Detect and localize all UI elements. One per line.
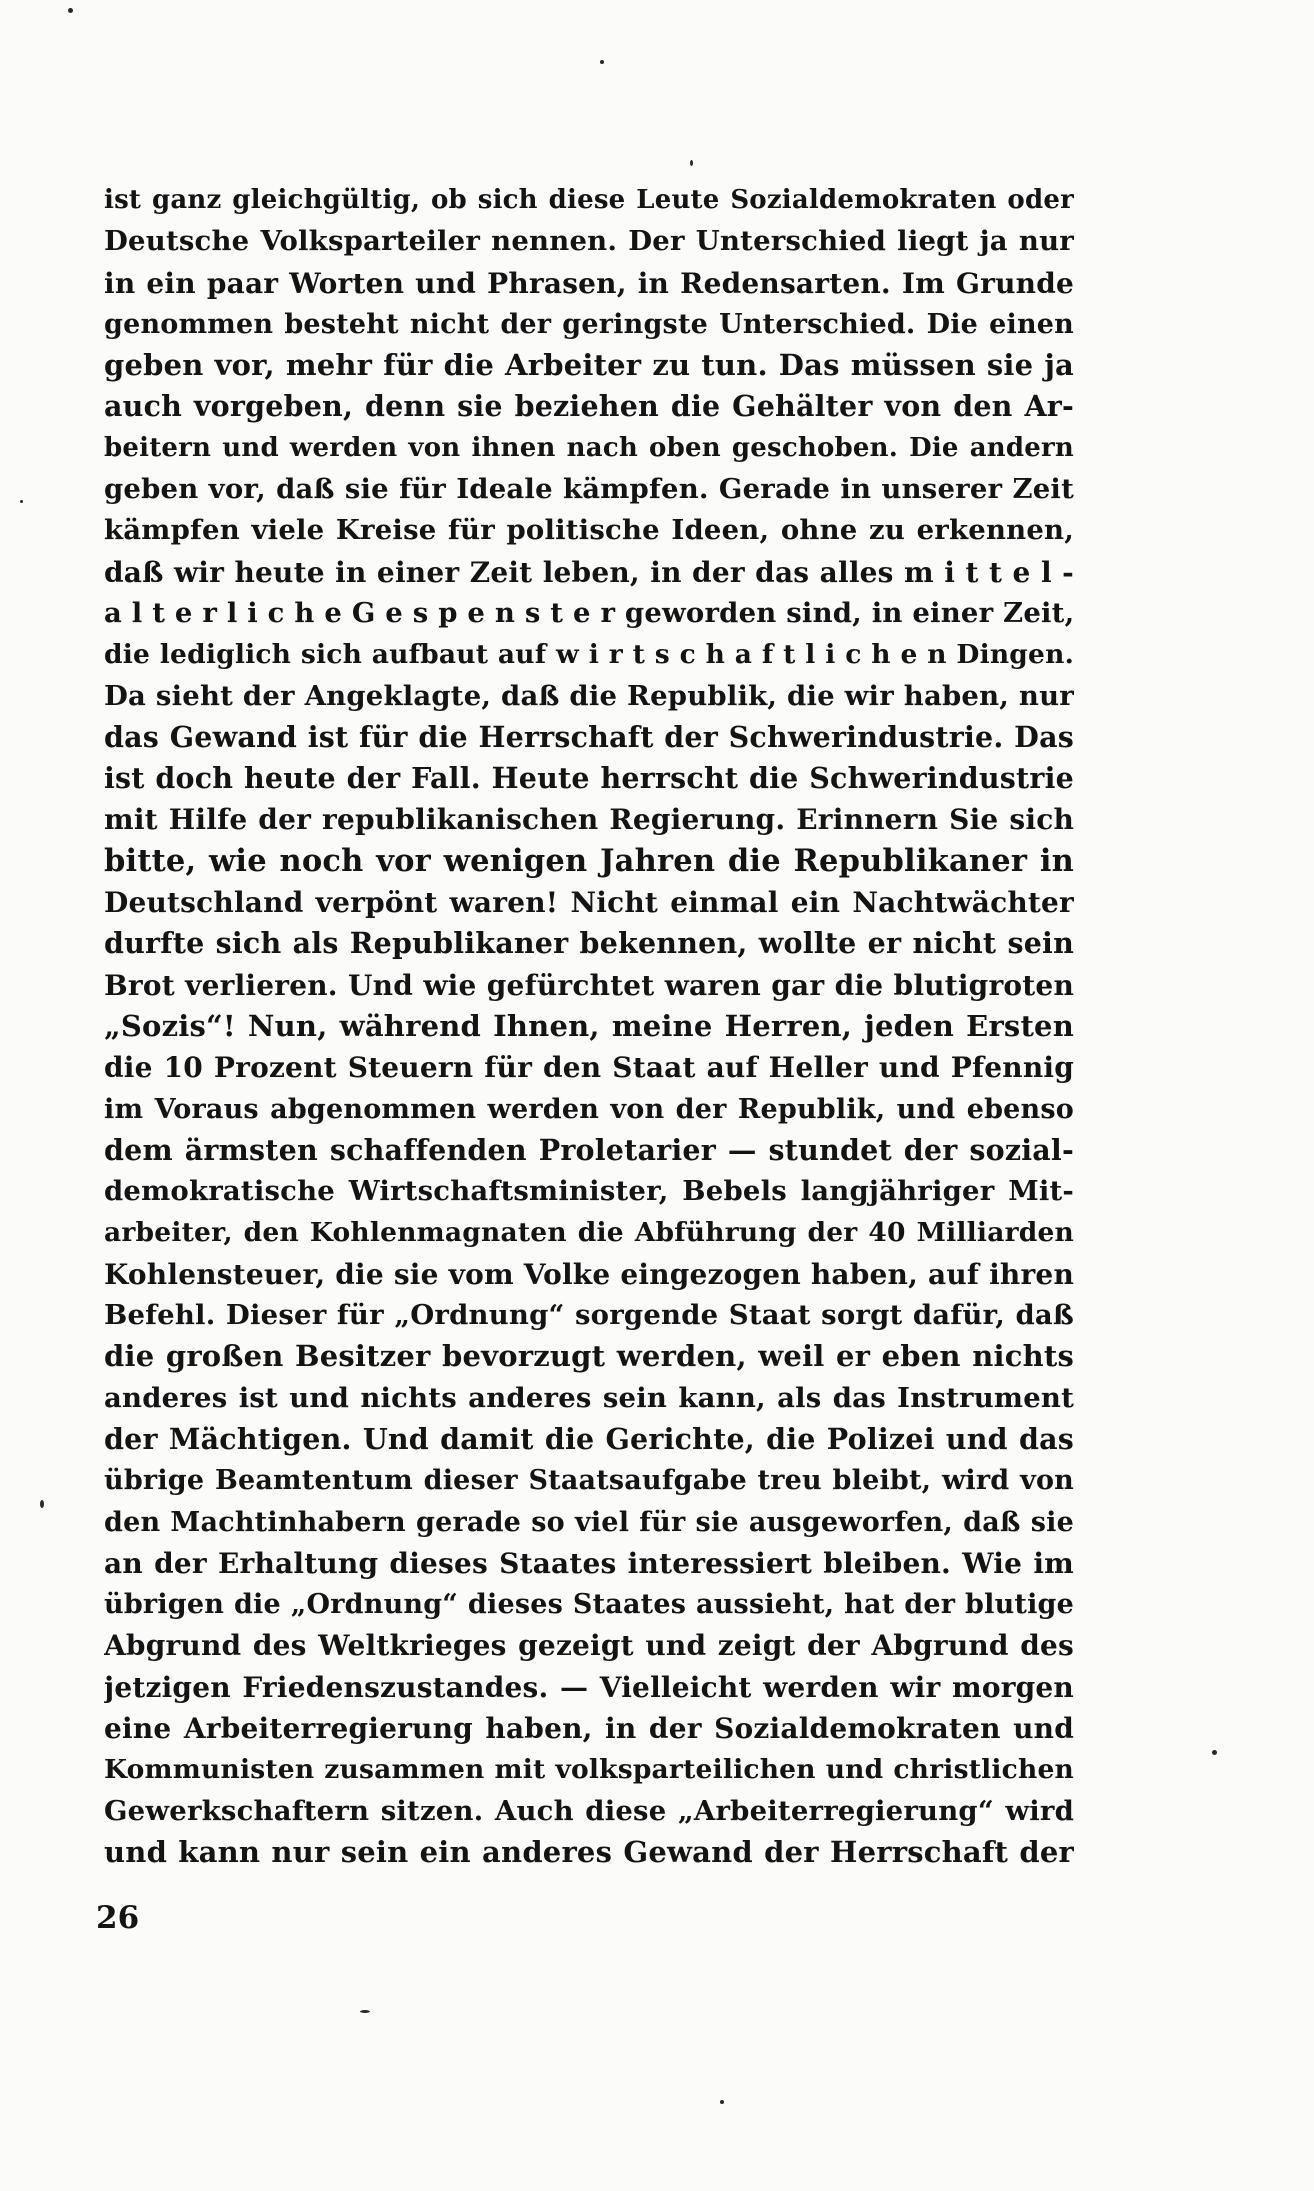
text-line: Deutschland verpönt waren! Nicht einmal ein Nachtwächter xyxy=(104,886,1074,920)
text-line: kämpfen viele Kreise für politische Ideen, ohne zu erkennen, xyxy=(104,514,1074,547)
text-line: beitern und werden von ihnen nach oben geschoben. Die andern xyxy=(104,432,1074,463)
print-speck xyxy=(20,500,23,503)
text-line: im Voraus abgenommen werden von der Republik, und ebenso xyxy=(104,1093,1074,1125)
text-line: die 10 Prozent Steuern für den Staat auf Heller und Pfennig xyxy=(104,1051,1074,1085)
text-line: geben vor, daß sie für Ideale kämpfen. Gerade in unserer Zeit xyxy=(104,473,1074,506)
text-line: genommen besteht nicht der geringste Unterschied. Die einen xyxy=(104,308,1074,340)
text-line: die lediglich sich aufbaut auf w i r t s c h a f t l i c h e n Dingen. xyxy=(104,639,1074,671)
text-line: bitte, wie noch vor wenigen Jahren die Republikaner in xyxy=(104,842,1074,879)
text-line: eine Arbeiterregierung haben, in der Sozialdemokraten und xyxy=(104,1711,1074,1745)
text-line: a l t e r l i c h e G e s p e n s t e r geworden sind, in einer Zeit, xyxy=(104,596,1074,629)
text-line: und kann nur sein ein anderes Gewand der Herrschaft der xyxy=(104,1834,1074,1869)
text-line: auch vorgeben, denn sie beziehen die Gehälter von den Ar- xyxy=(104,389,1074,424)
text-line: übrige Beamtentum dieser Staatsaufgabe treu bleibt, wird von xyxy=(104,1465,1074,1497)
text-line: demokratische Wirtschaftsminister, Bebels langjähriger Mit- xyxy=(104,1175,1074,1208)
text-line: dem ärmsten schaffenden Proletarier — stundet der sozial- xyxy=(104,1132,1074,1167)
text-line: das Gewand ist für die Herrschaft der Schwerindustrie. Das xyxy=(104,719,1074,754)
text-line: in ein paar Worten und Phrasen, in Redensarten. Im Grunde xyxy=(104,266,1074,300)
text-line: Befehl. Dieser für „Ordnung“ sorgende Staat sorgt dafür, daß xyxy=(104,1299,1074,1332)
print-speck xyxy=(690,160,693,166)
text-line: Kohlensteuer, die sie vom Volke eingezogen haben, auf ihren xyxy=(104,1257,1074,1291)
text-line: mit Hilfe der republikanischen Regierung. Erinnern Sie sich xyxy=(104,803,1074,837)
text-line: daß wir heute in einer Zeit leben, in der das alles m i t t e l - xyxy=(104,555,1074,589)
print-speck xyxy=(360,2010,370,2013)
text-line: anderes ist und nichts anderes sein kann, als das Instrument xyxy=(104,1381,1074,1414)
text-line: Abgrund des Weltkrieges gezeigt und zeigt der Abgrund des xyxy=(104,1629,1074,1663)
text-line: den Machtinhabern gerade so viel für sie ausgeworfen, daß sie xyxy=(104,1506,1074,1538)
text-line: durfte sich als Republikaner bekennen, wollte er nicht sein xyxy=(104,926,1074,961)
print-speck xyxy=(68,8,73,13)
print-speck xyxy=(1212,1750,1217,1755)
text-line: die großen Besitzer bevorzugt werden, weil er eben nichts xyxy=(104,1339,1074,1374)
print-speck xyxy=(720,2100,724,2104)
text-line: Brot verlieren. Und wie gefürchtet waren gar die blutigroten xyxy=(104,968,1074,1002)
text-line: ist ganz gleichgültig, ob sich diese Leute Sozialdemokraten oder xyxy=(104,185,1074,215)
text-line: Kommunisten zusammen mit volksparteilichen und christlichen xyxy=(104,1754,1074,1786)
text-line: übrigen die „Ordnung“ dieses Staates aussieht, hat der blutige xyxy=(104,1589,1074,1621)
text-line: Da sieht der Angeklagte, daß die Republik, die wir haben, nur xyxy=(104,679,1074,712)
text-line: der Mächtigen. Und damit die Gerichte, die Polizei und das xyxy=(104,1421,1074,1456)
text-line: Deutsche Volksparteiler nennen. Der Unterschied liegt ja nur xyxy=(104,225,1074,258)
page-number: 26 xyxy=(96,1900,140,1936)
print-speck xyxy=(40,1500,44,1508)
text-line: geben vor, mehr für die Arbeiter zu tun. Das müssen sie ja xyxy=(104,348,1074,383)
text-line: an der Erhaltung dieses Staates interessiert bleiben. Wie im xyxy=(104,1546,1074,1580)
text-line: „Sozis“! Nun, während Ihnen, meine Herren, jeden Ersten xyxy=(104,1008,1074,1043)
print-speck xyxy=(600,60,604,64)
text-line: jetzigen Friedenszustandes. — Vielleicht werden wir morgen xyxy=(104,1670,1074,1704)
body-text xyxy=(104,180,1074,1873)
text-line: ist doch heute der Fall. Heute herrscht die Schwerindustrie xyxy=(104,761,1074,796)
text-line: arbeiter, den Kohlenmagnaten die Abführung der 40 Milliarden xyxy=(104,1217,1074,1249)
text-line: Gewerkschaftern sitzen. Auch diese „Arbeiterregierung“ wird xyxy=(104,1794,1074,1827)
